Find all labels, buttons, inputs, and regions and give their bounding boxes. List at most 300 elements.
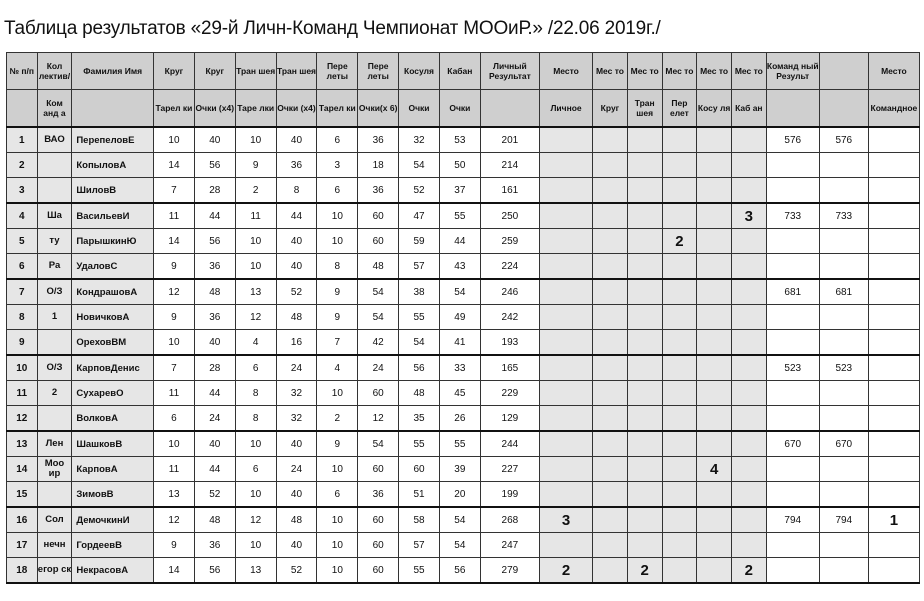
results-body (7, 127, 920, 583)
table-row (7, 254, 920, 280)
cell-kab: 50 (439, 153, 480, 178)
header-cell: Фамилия Имя (72, 53, 154, 90)
cell-k2: 56 (194, 229, 235, 254)
results-table (6, 52, 920, 584)
cell-m-k (593, 431, 628, 457)
cell-tm (868, 229, 919, 254)
cell-t1: 11 (235, 203, 276, 229)
cell-res: 229 (480, 381, 539, 406)
header-cell: Очки (х4) (194, 90, 235, 128)
cell-m-kos (697, 330, 732, 356)
cell-k1: 13 (154, 482, 195, 508)
header-cell: Кол лектив/ (37, 53, 72, 90)
cell-k1: 11 (154, 381, 195, 406)
cell-n: 11 (7, 381, 38, 406)
cell-m-l (540, 153, 593, 178)
cell-m-t (627, 254, 662, 280)
cell-t1: 10 (235, 229, 276, 254)
header-cell: Кабан (439, 53, 480, 90)
header-cell: Мес то (627, 53, 662, 90)
cell-kab: 41 (439, 330, 480, 356)
cell-m-kos (697, 507, 732, 533)
header-cell: Очки (х4) (276, 90, 317, 128)
cell-p2: 36 (358, 178, 399, 204)
cell-kos: 55 (399, 431, 440, 457)
cell-tr: 681 (766, 279, 819, 305)
cell-kab: 45 (439, 381, 480, 406)
cell-m-l (540, 229, 593, 254)
cell-tr2 (819, 381, 868, 406)
cell-m-kab (731, 330, 766, 356)
cell-m-kab: 2 (731, 558, 766, 584)
cell-name: КарповА (72, 457, 154, 482)
cell-m-kos (697, 254, 732, 280)
cell-kab: 53 (439, 127, 480, 153)
cell-m-t (627, 127, 662, 153)
header-cell (766, 90, 819, 128)
cell-m-k (593, 457, 628, 482)
cell-m-kab (731, 533, 766, 558)
cell-n: 6 (7, 254, 38, 280)
cell-m-t (627, 457, 662, 482)
cell-tm (868, 558, 919, 584)
table-row (7, 457, 920, 482)
header-cell: Тран шея (235, 53, 276, 90)
cell-m-p (662, 203, 697, 229)
cell-kos: 59 (399, 229, 440, 254)
cell-tm (868, 127, 919, 153)
cell-n: 13 (7, 431, 38, 457)
cell-tr2: 794 (819, 507, 868, 533)
cell-p1: 9 (317, 305, 358, 330)
cell-tm (868, 305, 919, 330)
header-cell: Команд ный Результ (766, 53, 819, 90)
cell-m-t (627, 406, 662, 432)
cell-t1: 10 (235, 482, 276, 508)
cell-tr2: 576 (819, 127, 868, 153)
cell-tr2 (819, 406, 868, 432)
cell-t1: 10 (235, 254, 276, 280)
cell-m-t (627, 533, 662, 558)
table-row (7, 279, 920, 305)
cell-k1: 9 (154, 254, 195, 280)
cell-kos: 57 (399, 533, 440, 558)
table-row (7, 178, 920, 204)
table-row (7, 355, 920, 381)
cell-tm (868, 355, 919, 381)
cell-tr: 794 (766, 507, 819, 533)
cell-tr (766, 178, 819, 204)
cell-name: НовичковА (72, 305, 154, 330)
cell-m-kos (697, 558, 732, 584)
cell-name: ДемочкинИ (72, 507, 154, 533)
cell-kab: 54 (439, 533, 480, 558)
cell-tm (868, 482, 919, 508)
cell-p2: 54 (358, 305, 399, 330)
cell-res: 279 (480, 558, 539, 584)
cell-m-k (593, 127, 628, 153)
cell-k2: 44 (194, 381, 235, 406)
cell-res: 199 (480, 482, 539, 508)
cell-m-kab (731, 507, 766, 533)
cell-tr2 (819, 254, 868, 280)
cell-kos: 55 (399, 305, 440, 330)
table-row (7, 229, 920, 254)
cell-kos: 48 (399, 381, 440, 406)
cell-res: 259 (480, 229, 539, 254)
cell-club (37, 153, 72, 178)
cell-club: Ра (37, 254, 72, 280)
cell-kos: 38 (399, 279, 440, 305)
cell-k2: 52 (194, 482, 235, 508)
cell-p1: 10 (317, 203, 358, 229)
cell-kab: 26 (439, 406, 480, 432)
cell-tm (868, 431, 919, 457)
cell-kab: 54 (439, 507, 480, 533)
cell-k1: 11 (154, 203, 195, 229)
cell-name: УдаловС (72, 254, 154, 280)
table-row (7, 153, 920, 178)
cell-kab: 55 (439, 431, 480, 457)
cell-m-t (627, 178, 662, 204)
cell-club: О/З (37, 279, 72, 305)
cell-t2: 40 (276, 431, 317, 457)
cell-name: ЗимовВ (72, 482, 154, 508)
cell-t2: 8 (276, 178, 317, 204)
cell-m-kos (697, 406, 732, 432)
cell-club: О/З (37, 355, 72, 381)
cell-kab: 33 (439, 355, 480, 381)
header-cell (480, 90, 539, 128)
header-cell: Место (540, 53, 593, 90)
header-cell: Тарел ки (317, 90, 358, 128)
cell-t1: 8 (235, 381, 276, 406)
cell-t2: 32 (276, 406, 317, 432)
cell-p2: 54 (358, 431, 399, 457)
header-cell (819, 53, 868, 90)
cell-kab: 56 (439, 558, 480, 584)
cell-t1: 13 (235, 558, 276, 584)
cell-m-t (627, 279, 662, 305)
cell-name: ПерепеловЕ (72, 127, 154, 153)
cell-t2: 44 (276, 203, 317, 229)
cell-k2: 44 (194, 457, 235, 482)
cell-club: Лен (37, 431, 72, 457)
header-cell: Каб ан (731, 90, 766, 128)
cell-m-p (662, 507, 697, 533)
cell-m-kos (697, 355, 732, 381)
cell-m-t: 2 (627, 558, 662, 584)
cell-club: Моо ир (37, 457, 72, 482)
cell-n: 7 (7, 279, 38, 305)
cell-kos: 60 (399, 457, 440, 482)
cell-m-l (540, 203, 593, 229)
cell-t2: 52 (276, 279, 317, 305)
cell-t2: 48 (276, 305, 317, 330)
cell-p1: 3 (317, 153, 358, 178)
cell-tm (868, 254, 919, 280)
cell-club: ВАО (37, 127, 72, 153)
cell-k1: 14 (154, 229, 195, 254)
cell-m-l (540, 178, 593, 204)
cell-n: 2 (7, 153, 38, 178)
header-cell (72, 90, 154, 128)
cell-m-p (662, 482, 697, 508)
cell-kab: 43 (439, 254, 480, 280)
header-cell: Пере леты (317, 53, 358, 90)
cell-res: 214 (480, 153, 539, 178)
cell-tm (868, 178, 919, 204)
header-cell: Личный Результат (480, 53, 539, 90)
cell-kos: 54 (399, 153, 440, 178)
cell-kos: 32 (399, 127, 440, 153)
cell-p2: 60 (358, 203, 399, 229)
cell-t1: 2 (235, 178, 276, 204)
cell-tr2 (819, 330, 868, 356)
cell-m-k (593, 330, 628, 356)
cell-p2: 36 (358, 482, 399, 508)
cell-kos: 35 (399, 406, 440, 432)
cell-tr2 (819, 178, 868, 204)
cell-res: 201 (480, 127, 539, 153)
cell-res: 250 (480, 203, 539, 229)
cell-res: 268 (480, 507, 539, 533)
header-cell: Место (868, 53, 919, 90)
cell-n: 8 (7, 305, 38, 330)
cell-m-k (593, 254, 628, 280)
cell-m-kos (697, 533, 732, 558)
cell-m-t (627, 153, 662, 178)
cell-k2: 28 (194, 355, 235, 381)
header-cell: Мес то (662, 53, 697, 90)
cell-k2: 56 (194, 153, 235, 178)
cell-tr2 (819, 482, 868, 508)
cell-m-kos (697, 203, 732, 229)
cell-n: 16 (7, 507, 38, 533)
cell-m-kab (731, 229, 766, 254)
cell-k1: 11 (154, 457, 195, 482)
cell-t2: 48 (276, 507, 317, 533)
table-row (7, 558, 920, 584)
table-row (7, 330, 920, 356)
cell-name: КарповДенис (72, 355, 154, 381)
cell-p2: 42 (358, 330, 399, 356)
cell-p1: 10 (317, 533, 358, 558)
cell-t1: 8 (235, 406, 276, 432)
cell-tr: 670 (766, 431, 819, 457)
header-cell: Личное (540, 90, 593, 128)
cell-k2: 28 (194, 178, 235, 204)
cell-p1: 10 (317, 229, 358, 254)
header-cell: Круг (593, 90, 628, 128)
cell-name: ГордеевВ (72, 533, 154, 558)
cell-n: 9 (7, 330, 38, 356)
cell-n: 17 (7, 533, 38, 558)
cell-k2: 40 (194, 330, 235, 356)
cell-m-p (662, 381, 697, 406)
cell-m-k (593, 406, 628, 432)
cell-k2: 36 (194, 533, 235, 558)
cell-kos: 56 (399, 355, 440, 381)
cell-k2: 36 (194, 305, 235, 330)
header-cell: Косуля (399, 53, 440, 90)
cell-k1: 10 (154, 431, 195, 457)
cell-m-kab (731, 482, 766, 508)
cell-tr (766, 153, 819, 178)
cell-t1: 9 (235, 153, 276, 178)
cell-k1: 7 (154, 355, 195, 381)
cell-n: 1 (7, 127, 38, 153)
cell-res: 227 (480, 457, 539, 482)
cell-t2: 24 (276, 457, 317, 482)
cell-m-kos (697, 178, 732, 204)
cell-m-p: 2 (662, 229, 697, 254)
cell-n: 14 (7, 457, 38, 482)
cell-m-k (593, 355, 628, 381)
cell-p1: 6 (317, 482, 358, 508)
cell-k1: 14 (154, 153, 195, 178)
cell-m-kab (731, 305, 766, 330)
table-row (7, 406, 920, 432)
cell-club: Ша (37, 203, 72, 229)
cell-tm (868, 381, 919, 406)
cell-p2: 48 (358, 254, 399, 280)
cell-name: ВасильевИ (72, 203, 154, 229)
cell-kab: 49 (439, 305, 480, 330)
cell-club: 1 (37, 305, 72, 330)
cell-k2: 40 (194, 431, 235, 457)
cell-m-kab (731, 127, 766, 153)
header-cell: Пер елет (662, 90, 697, 128)
cell-p1: 10 (317, 457, 358, 482)
cell-tr (766, 229, 819, 254)
cell-m-l (540, 457, 593, 482)
cell-n: 5 (7, 229, 38, 254)
cell-m-kos (697, 305, 732, 330)
cell-k2: 48 (194, 507, 235, 533)
cell-res: 246 (480, 279, 539, 305)
cell-name: КондрашовА (72, 279, 154, 305)
cell-p2: 36 (358, 127, 399, 153)
cell-club: Сол (37, 507, 72, 533)
cell-t2: 24 (276, 355, 317, 381)
cell-kos: 47 (399, 203, 440, 229)
cell-tr2: 681 (819, 279, 868, 305)
cell-p1: 6 (317, 178, 358, 204)
cell-kos: 57 (399, 254, 440, 280)
cell-m-l: 3 (540, 507, 593, 533)
cell-m-l (540, 482, 593, 508)
cell-tr (766, 482, 819, 508)
cell-tr2 (819, 558, 868, 584)
cell-t2: 36 (276, 153, 317, 178)
cell-t2: 40 (276, 127, 317, 153)
cell-tm (868, 279, 919, 305)
table-row (7, 127, 920, 153)
cell-m-t (627, 381, 662, 406)
cell-p1: 10 (317, 381, 358, 406)
cell-k2: 44 (194, 203, 235, 229)
cell-kab: 20 (439, 482, 480, 508)
cell-tr (766, 254, 819, 280)
cell-k1: 7 (154, 178, 195, 204)
cell-k2: 36 (194, 254, 235, 280)
cell-t2: 40 (276, 229, 317, 254)
cell-kab: 39 (439, 457, 480, 482)
header-row-2 (7, 90, 920, 128)
cell-club (37, 330, 72, 356)
header-cell: Мес то (593, 53, 628, 90)
cell-tr: 523 (766, 355, 819, 381)
cell-name: ШиловВ (72, 178, 154, 204)
cell-k2: 24 (194, 406, 235, 432)
header-cell: Тран шея (627, 90, 662, 128)
cell-kab: 55 (439, 203, 480, 229)
cell-kos: 51 (399, 482, 440, 508)
cell-p1: 10 (317, 558, 358, 584)
cell-n: 12 (7, 406, 38, 432)
cell-t1: 13 (235, 279, 276, 305)
cell-m-p (662, 457, 697, 482)
cell-p1: 9 (317, 279, 358, 305)
header-cell: Тран шея (276, 53, 317, 90)
cell-tr (766, 533, 819, 558)
table-row (7, 431, 920, 457)
cell-t1: 10 (235, 127, 276, 153)
table-row (7, 381, 920, 406)
cell-m-kab: 3 (731, 203, 766, 229)
cell-n: 18 (7, 558, 38, 584)
cell-k1: 14 (154, 558, 195, 584)
cell-tr2 (819, 457, 868, 482)
cell-n: 3 (7, 178, 38, 204)
cell-t2: 40 (276, 254, 317, 280)
cell-m-k (593, 203, 628, 229)
cell-m-k (593, 507, 628, 533)
table-row (7, 203, 920, 229)
cell-tr: 733 (766, 203, 819, 229)
header-cell: № п/п (7, 53, 38, 90)
cell-name: ШашковВ (72, 431, 154, 457)
cell-t1: 12 (235, 305, 276, 330)
cell-k1: 9 (154, 305, 195, 330)
cell-m-p (662, 355, 697, 381)
cell-p1: 6 (317, 127, 358, 153)
cell-m-k (593, 279, 628, 305)
cell-t2: 52 (276, 558, 317, 584)
cell-p2: 60 (358, 507, 399, 533)
cell-name: НекрасовА (72, 558, 154, 584)
cell-tm (868, 330, 919, 356)
cell-m-kab (731, 153, 766, 178)
cell-p2: 60 (358, 558, 399, 584)
cell-m-l (540, 406, 593, 432)
header-cell: Очки (399, 90, 440, 128)
cell-m-k (593, 178, 628, 204)
cell-tr (766, 381, 819, 406)
cell-m-k (593, 153, 628, 178)
cell-m-l (540, 279, 593, 305)
cell-tr (766, 330, 819, 356)
cell-tm: 1 (868, 507, 919, 533)
cell-n: 15 (7, 482, 38, 508)
cell-p1: 9 (317, 431, 358, 457)
cell-m-p (662, 153, 697, 178)
cell-club (37, 482, 72, 508)
header-cell: Ком анд а (37, 90, 72, 128)
cell-p2: 12 (358, 406, 399, 432)
cell-t1: 10 (235, 533, 276, 558)
